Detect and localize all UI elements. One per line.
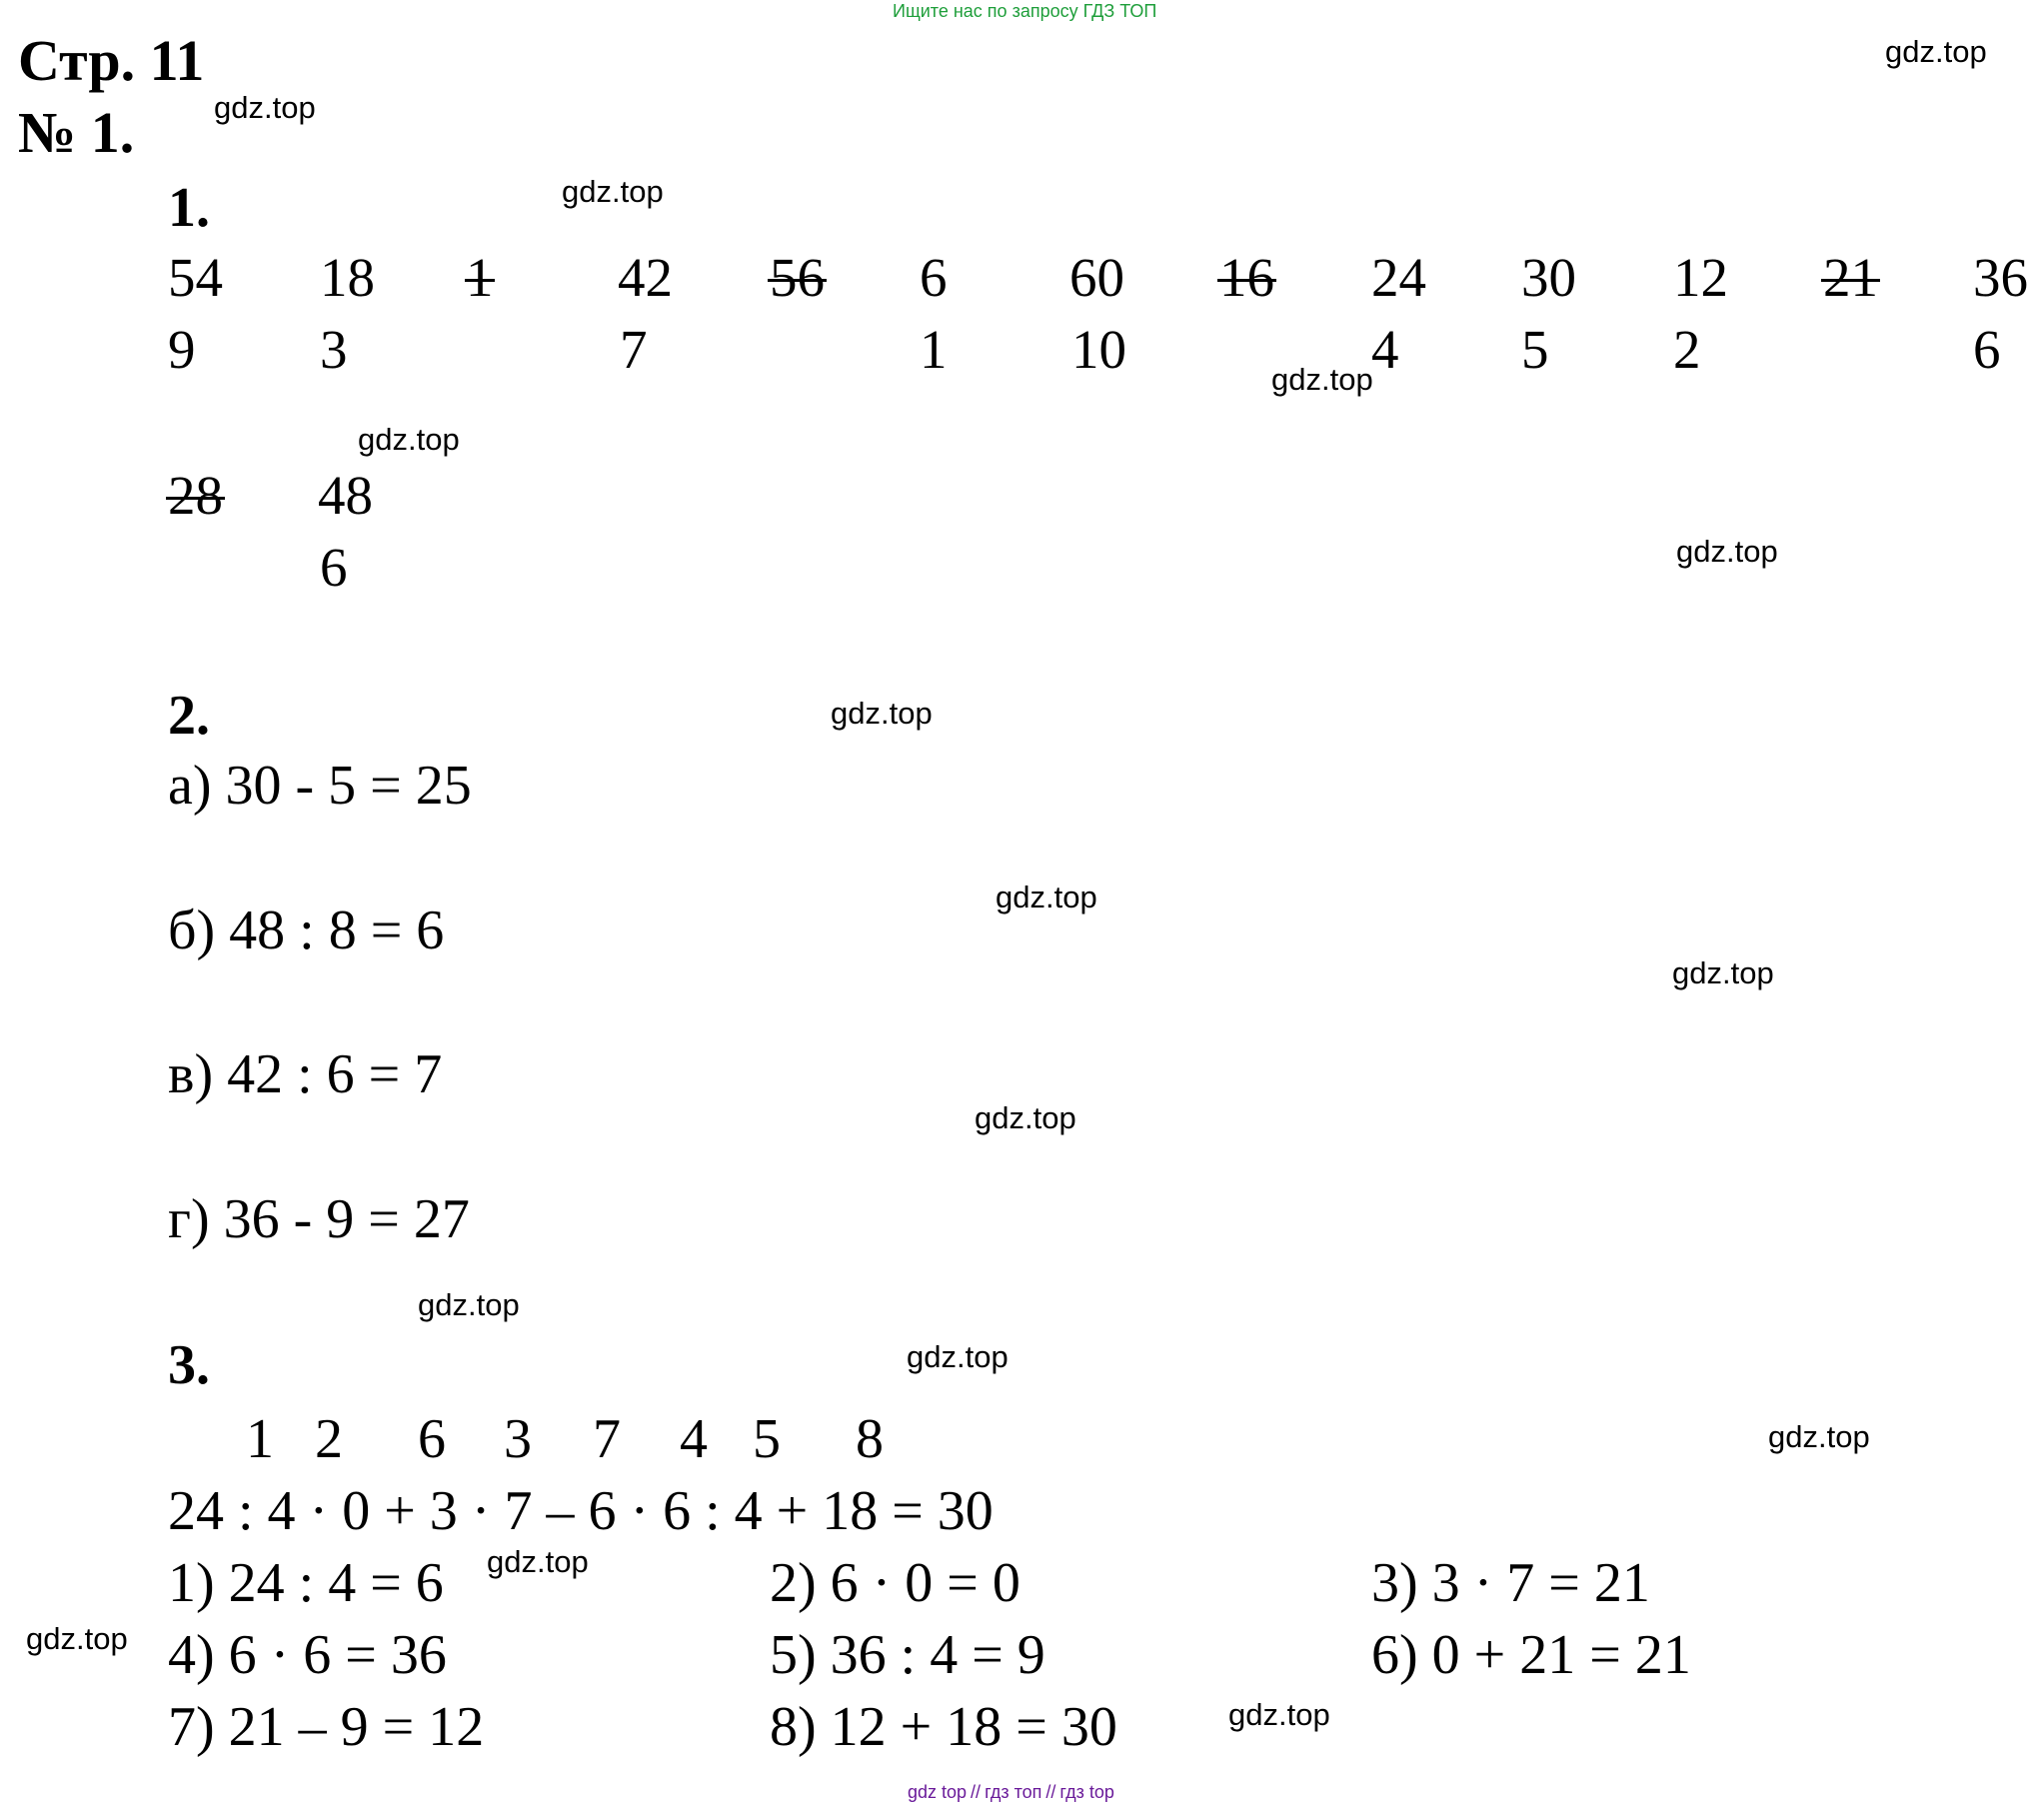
step: 5) 36 : 4 = 9 bbox=[770, 1624, 1045, 1686]
expression: 24 : 4 · 0 + 3 · 7 – 6 · 6 : 4 + 18 = 30 bbox=[168, 1480, 994, 1542]
number-crossed: 1 bbox=[466, 247, 494, 308]
footer-separator: // bbox=[1045, 1782, 1056, 1802]
number: 18 bbox=[320, 247, 375, 308]
number: 7 bbox=[620, 319, 648, 380]
number-crossed: 16 bbox=[1219, 247, 1274, 308]
step: 1) 24 : 4 = 6 bbox=[168, 1552, 444, 1614]
step: 3) 3 · 7 = 21 bbox=[1371, 1552, 1650, 1614]
order-number: 4 bbox=[680, 1408, 708, 1470]
footer-link[interactable]: gdz top bbox=[908, 1782, 968, 1802]
section-3-label: 3. bbox=[168, 1334, 210, 1396]
equation-a: а) 30 - 5 = 25 bbox=[168, 755, 472, 817]
number: 6 bbox=[1973, 319, 2001, 380]
page-title: Стр. 11 bbox=[18, 28, 205, 93]
step: 6) 0 + 21 = 21 bbox=[1371, 1624, 1691, 1686]
watermark: gdz.top bbox=[907, 1339, 1009, 1374]
watermark: gdz.top bbox=[26, 1621, 128, 1656]
order-number: 8 bbox=[856, 1408, 884, 1470]
top-banner[interactable]: Ищите нас по запросу ГДЗ ТОП bbox=[893, 1, 1157, 21]
watermark: gdz.top bbox=[1672, 955, 1774, 990]
number: 48 bbox=[318, 465, 373, 526]
task-title: № 1. bbox=[18, 100, 135, 165]
order-number: 7 bbox=[593, 1408, 621, 1470]
number: 5 bbox=[1521, 319, 1549, 380]
watermark: gdz.top bbox=[1228, 1697, 1330, 1732]
number: 60 bbox=[1069, 247, 1124, 308]
order-number: 5 bbox=[753, 1408, 781, 1470]
number: 4 bbox=[1371, 319, 1399, 380]
number-crossed: 21 bbox=[1823, 247, 1878, 308]
equation-b: б) 48 : 8 = 6 bbox=[168, 900, 445, 961]
watermark: gdz.top bbox=[358, 422, 460, 457]
number: 36 bbox=[1973, 247, 2028, 308]
number: 6 bbox=[320, 537, 348, 598]
order-number: 1 bbox=[246, 1408, 274, 1470]
watermark: gdz.top bbox=[975, 1100, 1076, 1135]
watermark: gdz.top bbox=[418, 1287, 520, 1322]
watermark: gdz.top bbox=[214, 90, 316, 125]
equation-v: в) 42 : 6 = 7 bbox=[168, 1043, 443, 1105]
number: 12 bbox=[1673, 247, 1728, 308]
number: 2 bbox=[1673, 319, 1701, 380]
watermark: gdz.top bbox=[831, 696, 933, 731]
number-crossed: 28 bbox=[168, 465, 223, 526]
watermark: gdz.top bbox=[1885, 34, 1987, 69]
order-number: 3 bbox=[504, 1408, 532, 1470]
watermark: gdz.top bbox=[487, 1544, 589, 1579]
order-number: 2 bbox=[315, 1408, 343, 1470]
number: 24 bbox=[1371, 247, 1426, 308]
step: 7) 21 – 9 = 12 bbox=[168, 1696, 485, 1758]
order-number: 6 bbox=[418, 1408, 446, 1470]
watermark: gdz.top bbox=[1768, 1419, 1870, 1454]
number: 1 bbox=[920, 319, 948, 380]
number: 42 bbox=[618, 247, 673, 308]
footer-links bbox=[908, 1783, 1114, 1802]
watermark: gdz.top bbox=[996, 880, 1097, 914]
watermark: gdz.top bbox=[1271, 362, 1373, 397]
section-1-label: 1. bbox=[168, 177, 210, 239]
footer-link[interactable]: гдз топ bbox=[985, 1782, 1042, 1802]
number-crossed: 56 bbox=[770, 247, 825, 308]
step: 8) 12 + 18 = 30 bbox=[770, 1696, 1117, 1758]
number: 9 bbox=[168, 319, 196, 380]
watermark: gdz.top bbox=[1676, 534, 1778, 569]
equation-g: г) 36 - 9 = 27 bbox=[168, 1188, 470, 1250]
step: 2) 6 · 0 = 0 bbox=[770, 1552, 1021, 1614]
section-2-label: 2. bbox=[168, 685, 210, 747]
footer-separator: // bbox=[971, 1782, 982, 1802]
number: 54 bbox=[168, 247, 223, 308]
number: 30 bbox=[1521, 247, 1576, 308]
watermark: gdz.top bbox=[562, 174, 664, 209]
number: 6 bbox=[920, 247, 948, 308]
number: 10 bbox=[1071, 319, 1126, 380]
footer-link[interactable]: гдз top bbox=[1059, 1782, 1114, 1802]
step: 4) 6 · 6 = 36 bbox=[168, 1624, 447, 1686]
number: 3 bbox=[320, 319, 348, 380]
